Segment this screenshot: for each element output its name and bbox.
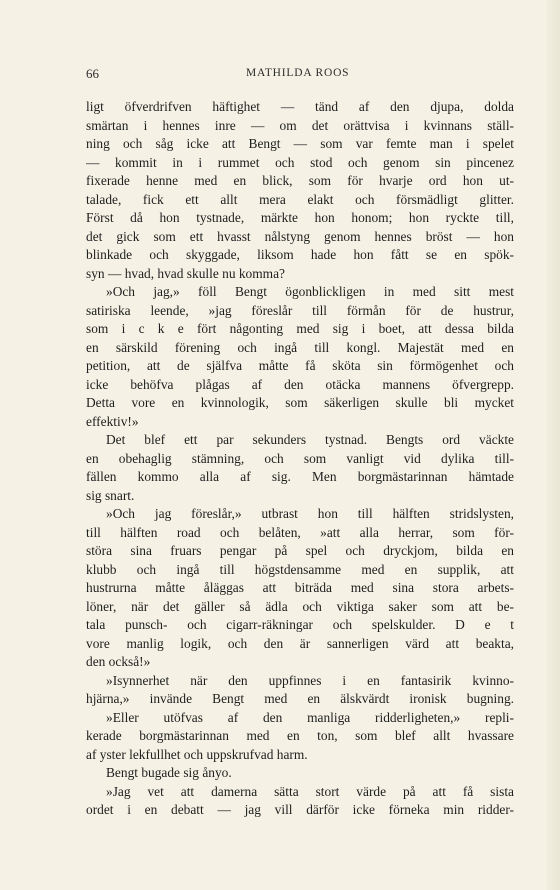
text-line: den också!» [86, 654, 151, 669]
text-line: »Isynnerhet när den uppfinnes i en fantasirik kvinno- [106, 672, 514, 688]
text-line: Bengt bugade sig ånyo. [106, 765, 232, 780]
text-line: effektiv!» [86, 413, 139, 429]
text-line: störa sina fruars pengar på spel och dryckjom, bilda en [86, 543, 514, 558]
text-line: kerade borgmästarinnan med en ton, som blef allt hvassare [86, 728, 514, 743]
text-line: blinkade och skyggade, liksom hade hon fått se en spök- [86, 247, 514, 262]
text-line: hjärna,» invände Bengt med en älskvärdt ironisk bugning. [86, 691, 514, 706]
text-line: »Och jag föreslår,» utbrast hon till hälften stridslysten, [106, 506, 514, 521]
text-line: sig snart. [86, 487, 135, 503]
page-number: 66 [86, 66, 99, 81]
text-line: — kommit in i rummet och stod och genom sin pincenez [86, 154, 514, 170]
text-line: icke behöfva plågas af den otäcka mannens öfvergrepp. [86, 376, 514, 392]
page-edge [546, 0, 560, 890]
text-line: som i c k e fört någonting med sig i boet, att dessa bilda [86, 321, 514, 336]
text-line: »Jag vet att damerna sätta stort värde på att få sista [106, 783, 514, 799]
text-line: Detta vore en kvinnologik, som säkerligen skulle bli mycket [86, 395, 514, 410]
text-line: petition, att de själfva måtte få sköta sin förmögenhet och [86, 358, 514, 373]
text-line: »Och jag,» föll Bengt ögonblickligen in med sitt mest [106, 284, 514, 299]
text-line: det gick som ett hvasst nålstyng genom hennes bröst — hon [86, 228, 514, 244]
text-line: »Eller utöfvas af den manliga ridderligheten,» repli- [106, 709, 514, 725]
text-line: ning och såg icke att Bengt — som var femte man i spelet [86, 136, 514, 151]
text-line: vore manlig logik, och den är sannerligen värd att beakta, [86, 635, 514, 651]
text-line: till hälften road och belåten, »att alla herrar, som för- [86, 524, 514, 540]
text-line: fixerade henne med en blick, som för hvarje ord hon ut- [86, 173, 514, 188]
text-line: ordet i en debatt — jag vill därför icke förneka min ridder- [86, 802, 514, 817]
text-line: en särskild förening och ingå till kongl. Majestät med en [86, 339, 514, 355]
text-line: en obehaglig stämning, och som vanligt vid dylika till- [86, 450, 514, 466]
text-line: syn — hvad, hvad skulle nu komma? [86, 265, 285, 281]
text-line: Först då hon tystnade, märkte hon honom; hon ryckte till, [86, 210, 514, 225]
text-line: tala punsch- och cigarr-räkningar och spelskulder. D e t [86, 617, 514, 632]
text-line: satiriska leende, »jag föreslår till förmån för de hustrur, [86, 302, 514, 318]
text-line: af yster lekfullhet och uppskrufvad harm. [86, 746, 308, 762]
text-line: klubb och ingå till högstdensamme med en supplik, att [86, 561, 514, 577]
running-head: MATHILDA ROOS [246, 67, 350, 79]
text-line: Det blef ett par sekunders tystnad. Bengts ord väckte [106, 432, 514, 447]
body-text [86, 98, 514, 820]
text-line: talade, fick ett allt mera elakt och försmädligt glitter. [86, 191, 514, 207]
text-line: löner, när det gäller så ädla och viktiga saker som att be- [86, 598, 514, 614]
page-header [86, 66, 512, 86]
text-line: fällen kommo alla af sig. Men borgmästarinnan hämtade [86, 469, 514, 484]
text-line: ligt öfverdrifven häftighet — tänd af den djupa, dolda [86, 99, 514, 114]
text-line: hustrurna måtte åläggas att biträda med sina stora arbets- [86, 580, 514, 595]
text-line: smärtan i hennes inre — om det orättvisa i kvinnans ställ- [86, 117, 514, 133]
